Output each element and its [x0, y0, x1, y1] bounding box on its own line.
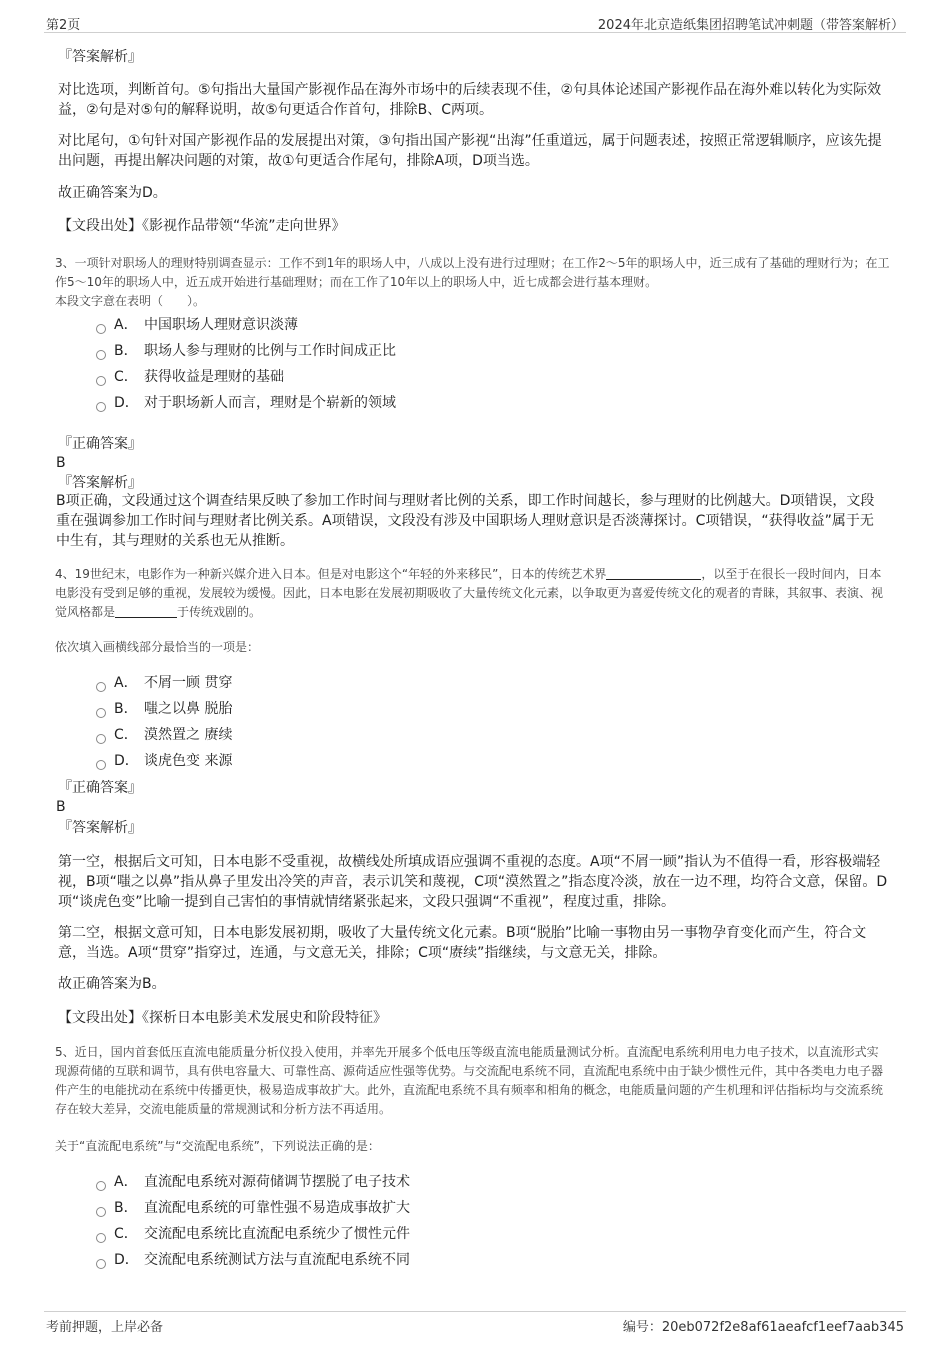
- radio-icon[interactable]: [96, 708, 106, 718]
- q2-analysis-para2: 对比尾句，①句针对国产影视作品的发展提出对策，③句指出国产影视“出海”任重道远，属于问题表述，按照正常逻辑顺序，应该先提出问题，再提出解决问题的对策，故①句更适合作尾句，排除A项，D项当选。: [58, 133, 882, 169]
- q5-option-d[interactable]: D． 交流配电系统测试方法与直流配电系统不同: [96, 1250, 410, 1270]
- page-number: 第2页: [46, 18, 81, 33]
- q5-question: 关于“直流配电系统”与“交流配电系统”，下列说法正确的是：: [55, 1139, 380, 1153]
- q3-stem: 3、一项针对职场人的理财特别调查显示：工作不到1年的职场人中，八成以上没有进行过理财；在工作2～5年的职场人中，近三成有了基础的理财行为；在工作5～10年的职场人中，近五成开始进行基础理财；而在工作了10年以上的职场人中，近七成都会进行基本理财。: [55, 256, 890, 289]
- q4-analysis-para1: 第一空，根据后文可知，日本电影不受重视，故横线处所填成语应强调不重视的态度。A项“不屑一顾”指认为不值得一看，形容极端轻视，B项“嗤之以鼻”指从鼻子里发出冷笑的声音，表示讥笑和蔑视，C项“漠然置之”指态度冷淡，放在一边不理，均符合文意，保留。D项“谈虎色变”比喻一提到自己害怕的事情就情绪紧张起来，文段只强调“不重视”，程度过重，排除。: [58, 854, 888, 910]
- q4-stem: 4、19世纪末，电影作为一种新兴媒介进入日本。但是对电影这个“年轻的外来移民”，日本的传统艺术界 ，以至于在很长一段时间内，日本电影没有受到足够的重视，发展较为缓慢。因此，日本电影在发展初期吸收了大量传统文化元素，以争取更为喜爱传统文化的观者的青睐，其叙事、表演、视觉风格都是 于传统戏剧的。: [55, 567, 884, 619]
- page-footer: [44, 1311, 906, 1334]
- radio-icon[interactable]: [96, 376, 106, 386]
- radio-icon[interactable]: [96, 1259, 106, 1269]
- radio-icon[interactable]: [96, 350, 106, 360]
- q3-analysis-label: 『答案解析』: [58, 475, 142, 491]
- q3-option-a[interactable]: A． 中国职场人理财意识淡薄: [96, 315, 298, 335]
- radio-icon[interactable]: [96, 1207, 106, 1217]
- q4-option-a[interactable]: A． 不屑一顾 贯穿: [96, 673, 232, 693]
- radio-icon[interactable]: [96, 402, 106, 412]
- q5-option-b[interactable]: B． 直流配电系统的可靠性强不易造成事故扩大: [96, 1198, 410, 1218]
- q4-analysis-para2: 第二空，根据文意可知，日本电影发展初期，吸收了大量传统文化元素。B项“脱胎”比喻一事物由另一事物孕育变化而产生，符合文意，当选。A项“贯穿”指穿过，连通，与文意无关，排除；C项“赓续”指继续，与文意无关，排除。: [58, 925, 867, 961]
- q3-option-d[interactable]: D． 对于职场新人而言，理财是个崭新的领域: [96, 393, 396, 413]
- document-id: 编号：20eb072f2e8af61aeafcf1eef7aab345: [622, 1320, 904, 1335]
- q4-conclusion: 故正确答案为B。: [58, 976, 166, 992]
- q3-answer: B: [56, 455, 66, 471]
- q5-option-c[interactable]: C． 交流配电系统比直流配电系统少了惯性元件: [96, 1224, 410, 1244]
- q2-analysis-label: 『答案解析』: [58, 49, 142, 65]
- q5-stem: 5、近日，国内首套低压直流电能质量分析仪投入使用，并率先开展多个低电压等级直流电能质量测试分析。直流配电系统利用电力电子技术，以直流形式实现源荷储的互联和调节，具有供电容量大、可靠性高、源荷适应性强等优势。与交流配电系统不同，直流配电系统中由于缺少惯性元件，其中各类电力电子器件产生的电能扰动在系统中传播更快，极易造成事故扩大。此外，直流配电系统不具有频率和相角的概念，电能质量问题的产生机理和评估指标均与交流系统存在较大差异，交流电能质量的常规测试和分析方法不再适用。: [55, 1045, 884, 1116]
- q4-option-b[interactable]: B． 嗤之以鼻 脱胎: [96, 699, 232, 719]
- q4-question: 依次填入画横线部分最恰当的一项是：: [55, 640, 260, 654]
- q3-answer-label: 『正确答案』: [58, 436, 142, 452]
- footer-slogan: 考前押题，上岸必备: [46, 1320, 164, 1335]
- q4-answer-label: 『正确答案』: [58, 780, 142, 796]
- page-header: [44, 12, 906, 33]
- radio-icon[interactable]: [96, 1233, 106, 1243]
- q2-source: 【文段出处】《影视作品带领“华流”走向世界》: [58, 218, 346, 234]
- q5-option-a[interactable]: A． 直流配电系统对源荷储调节摆脱了电子技术: [96, 1172, 410, 1192]
- q3-question: 本段文字意在表明（ ）。: [55, 294, 206, 308]
- q2-analysis-para1: 对比选项，判断首句。⑤句指出大量国产影视作品在海外市场中的后续表现不佳，②句具体论述国产影视作品在海外难以转化为实际效益，②句是对⑤句的解释说明，故⑤句更适合作首句，排除B、C两项。: [58, 82, 882, 118]
- q4-analysis-label: 『答案解析』: [58, 820, 142, 836]
- q4-source: 【文段出处】《探析日本电影美术发展史和阶段特征》: [58, 1010, 387, 1026]
- radio-icon[interactable]: [96, 1181, 106, 1191]
- q2-conclusion: 故正确答案为D。: [58, 185, 167, 201]
- q4-option-d[interactable]: D． 谈虎色变 来源: [96, 751, 232, 771]
- q3-option-c[interactable]: C． 获得收益是理财的基础: [96, 367, 284, 387]
- q3-option-b[interactable]: B． 职场人参与理财的比例与工作时间成正比: [96, 341, 396, 361]
- radio-icon[interactable]: [96, 734, 106, 744]
- q3-analysis: B项正确，文段通过这个调查结果反映了参加工作时间与理财者比例的关系，即工作时间越长，参与理财的比例越大。D项错误，文段重在强调参加工作时间与理财者比例关系。A项错误，文段没有涉及中国职场人理财意识是否淡薄探讨。C项错误，“获得收益”属于无中生有，其与理财的关系也无从推断。: [56, 493, 875, 549]
- radio-icon[interactable]: [96, 760, 106, 770]
- document-title: 2024年北京造纸集团招聘笔试冲刺题（带答案解析）: [597, 18, 904, 33]
- radio-icon[interactable]: [96, 324, 106, 334]
- fill-blank-2: [115, 605, 177, 618]
- fill-blank-1: [606, 567, 701, 580]
- radio-icon[interactable]: [96, 682, 106, 692]
- q4-answer: B: [56, 799, 66, 815]
- q4-option-c[interactable]: C． 漠然置之 赓续: [96, 725, 232, 745]
